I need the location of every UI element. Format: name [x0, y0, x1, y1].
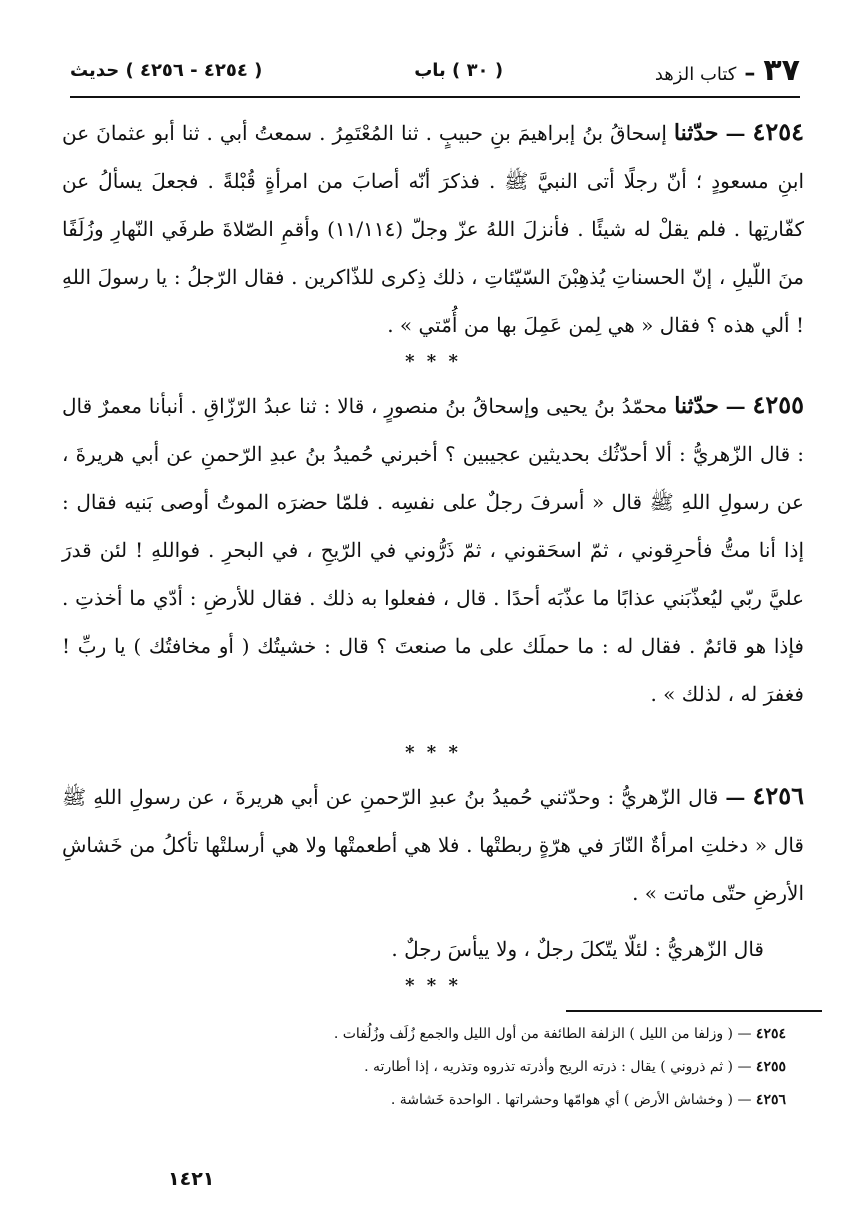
section-separator: * * * — [405, 742, 461, 763]
footnote-dash: — — [737, 1026, 752, 1042]
hadith-4254 — [62, 108, 804, 349]
main-text — [62, 108, 804, 1005]
hadith-number: ٤٢٥٥ — [752, 390, 805, 419]
hadith-4256 — [62, 772, 804, 917]
footnote-dash: — — [737, 1092, 752, 1108]
section-separator: * * * — [405, 351, 461, 372]
hadith-number: ٤٢٥٦ — [752, 781, 805, 810]
page-number: ٣٧ — [763, 52, 800, 88]
footnote-text: ( وخشاش الأرض ) أي هوامّها وحشراتها . الواحدة خَشاشة . — [390, 1092, 734, 1108]
footnote-rule — [566, 1010, 822, 1012]
hadith-dash: — — [725, 121, 746, 145]
hadith-text: محمّدُ بنُ يحيى وإسحاقُ بنُ منصورٍ ، قالا : ثنا عبدُ الرّزّاقِ . أنبأنا معمرٌ قال : قال الزّهريُّ : ألا أحدّثُك بحديثين عجيبين ؟ أخبرني حُميدُ بنُ عبدِ الرّحمنِ عن أبي هريرةَ ، عن رسولِ اللهِ ﷺ قال « أسرفَ رجلٌ على نفسِه . فلمّا حضرَه الموتُ أوصى بَنيه فقال : إذا أنا متُّ فأحرِقوني ، ثمّ اسحَقوني ، ثمّ ذَرُّوني في الرّيحِ ، في البحرِ . فواللهِ ! لئن قدرَ عليَّ ربّي ليُعذّبَني عذابًا ما عذّبَه أحدًا . قال ، ففعلوا به ذلك . فقال للأرضِ : أدّي ما أخذتِ . فإذا هو قائمٌ . فقال له : ما حملَك على ما صنعتَ ؟ قال : خشيتُك ( أو مخافتُك ) يا ربِّ ! فغفرَ له ، لذلك » . — [62, 394, 804, 706]
hadith-dash: — — [725, 785, 746, 809]
footnote-4256 — [100, 1084, 786, 1117]
hadith-4255 — [62, 381, 804, 718]
zuhri-comment: قال الزّهريُّ : لئلّا يتّكلَ رجلٌ ، ولا ييأسَ رجلٌ . — [391, 937, 764, 961]
section-separator: * * * — [405, 975, 461, 996]
isnad-word: حدّثنا — [673, 120, 719, 146]
chapter-label: ( ٣٠ ) باب — [414, 59, 504, 81]
hadith-number: ٤٢٥٤ — [752, 117, 804, 146]
footnote-text: ( وزلفا من الليل ) الزلفة الطائفة من أول الليل والجمع زُلَف وزُلُفات . — [333, 1026, 734, 1042]
footnote-number: ٤٢٥٦ — [755, 1092, 786, 1108]
footnote-number: ٤٢٥٤ — [755, 1026, 786, 1042]
bottom-page-number: ١٤٢١ — [168, 1168, 215, 1190]
hadith-text: قال الزّهريُّ : وحدّثني حُميدُ بنُ عبدِ الرّحمنِ عن أبي هريرةَ ، عن رسولِ اللهِ ﷺ قال « دخلتِ امرأةٌ النّارَ في هرّةٍ ربطتْها . فلا هي أطعمتْها ولا هي أرسلتْها تأكلُ من خَشاشِ الأرضِ حتّى ماتت » . — [62, 785, 804, 905]
footnote-4254 — [100, 1018, 786, 1051]
hadith-text: إسحاقُ بنُ إبراهيمَ بنِ حبيبٍ . ثنا المُعْتَمِرُ . سمعتُ أبي . ثنا أبو عثمانَ عن ابنِ مسعودٍ ؛ أنّ رجلًا أتى النبيَّ ﷺ . فذكرَ أنّه أصابَ من امرأةٍ قُبْلةً . فجعلَ يسألُ عن كفّارتِها . فلم يقلْ له شيئًا . فأنزلَ اللهُ عزّ وجلّ (١١/١١٤) وأقمِ الصّلاةَ طرفَي النّهارِ وزُلَفًا منَ اللّيلِ ، إنّ الحسناتِ يُذهِبْنَ السّيّئاتِ ، ذلك ذِكرى للذّاكرين . فقال الرّجلُ : يا رسولَ اللهِ ! ألي هذه ؟ فقال « هي لِمن عَمِلَ بها من أُمّتي » . — [62, 121, 804, 337]
footnote-dash: — — [737, 1059, 752, 1075]
footnotes — [100, 1018, 786, 1117]
isnad-word: حدّثنا — [674, 393, 719, 419]
book-title: كتاب الزهد — [654, 63, 737, 85]
running-header — [70, 50, 800, 90]
hadith-range: ( ٤٢٥٤ - ٤٢٥٦ ) حديث — [70, 59, 263, 81]
header-separator: – — [744, 60, 756, 86]
footnote-number: ٤٢٥٥ — [755, 1059, 786, 1075]
hadith-dash: — — [725, 394, 746, 418]
header-rule — [70, 96, 800, 98]
footnote-4255 — [100, 1051, 786, 1084]
footnote-text: ( ثم ذروني ) يقال : ذرته الريح وأذرته تذروه وتذريه ، إذا أطارته . — [364, 1059, 734, 1075]
header-right — [655, 53, 800, 88]
